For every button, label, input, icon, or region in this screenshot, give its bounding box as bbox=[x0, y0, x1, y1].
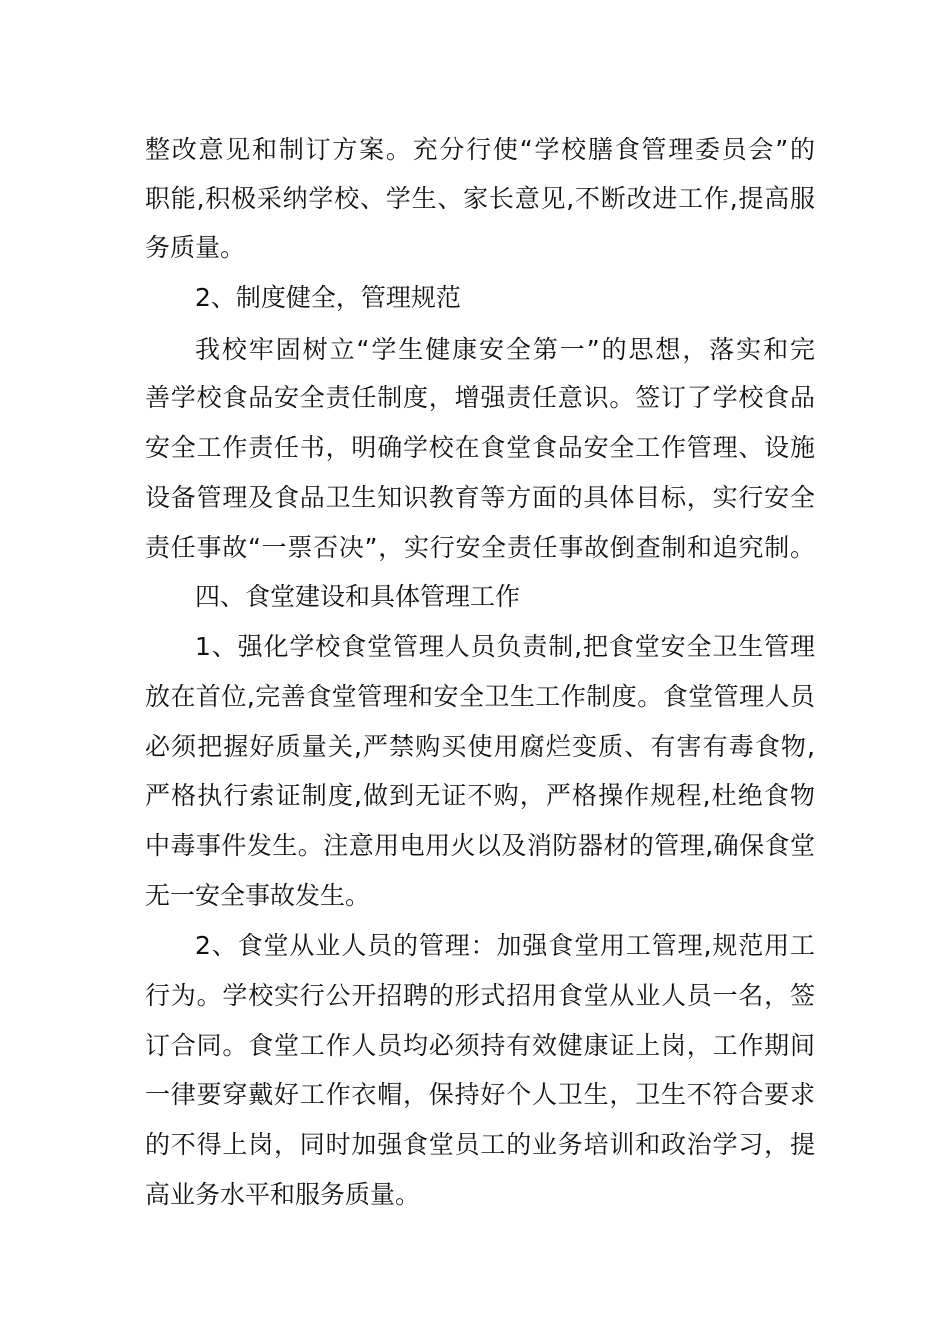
text-line: 务质量。 bbox=[145, 233, 246, 262]
section-heading: 四、食堂建设和具体管理工作 bbox=[195, 582, 521, 611]
text-line: 高业务水平和服务质量。 bbox=[145, 1180, 421, 1209]
text-line: 责任事故“一票否决”，实行安全责任事故倒查制和追究制。 bbox=[145, 533, 815, 562]
text-line: 善学校食品安全责任制度，增强责任意识。签订了学校食品 bbox=[145, 383, 815, 412]
text-line: 2、食堂从业人员的管理：加强食堂用工管理,规范用工 bbox=[195, 931, 815, 960]
text-line: 订合同。食堂工作人员均必须持有效健康证上岗，工作期间 bbox=[145, 1031, 815, 1060]
text-line: 放在首位,完善食堂管理和安全卫生工作制度。食堂管理人员 bbox=[145, 682, 815, 711]
text-line: 整改意见和制订方案。充分行使“学校膳食管理委员会”的 bbox=[145, 135, 815, 164]
text-line: 我校牢固树立“学生健康安全第一”的思想，落实和完 bbox=[195, 335, 815, 364]
text-line: 无一安全事故发生。 bbox=[145, 881, 371, 910]
text-line: 行为。学校实行公开招聘的形式招用食堂从业人员一名，签 bbox=[145, 981, 815, 1010]
text-line: 严格执行索证制度,做到无证不购，严格操作规程,杜绝食物 bbox=[145, 781, 815, 810]
text-line: 的不得上岗，同时加强食堂员工的业务培训和政治学习，提 bbox=[145, 1130, 815, 1159]
text-line: 职能,积极采纳学校、学生、家长意见,不断改进工作,提高服 bbox=[145, 184, 815, 213]
text-line: 设备管理及食品卫生知识教育等方面的具体目标，实行安全 bbox=[145, 483, 815, 512]
section-heading: 2、制度健全，管理规范 bbox=[195, 283, 461, 312]
text-line: 一律要穿戴好工作衣帽，保持好个人卫生，卫生不符合要求 bbox=[145, 1080, 815, 1109]
text-line: 1、强化学校食堂管理人员负责制,把食堂安全卫生管理 bbox=[195, 632, 815, 661]
text-line: 中毒事件发生。注意用电用火以及消防器材的管理,确保食堂 bbox=[145, 831, 815, 860]
text-line: 必须把握好质量关,严禁购买使用腐烂变质、有害有毒食物, bbox=[145, 732, 815, 761]
text-line: 安全工作责任书，明确学校在食堂食品安全工作管理、设施 bbox=[145, 433, 815, 462]
